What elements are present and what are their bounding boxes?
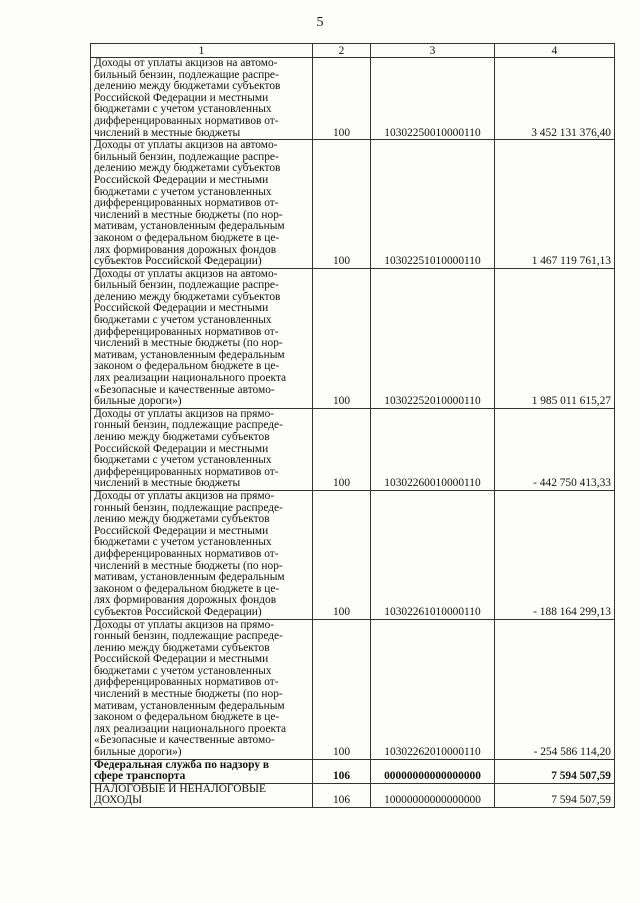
administrator-code-cell: 100 xyxy=(313,140,371,269)
table-row xyxy=(91,490,615,619)
table-row xyxy=(91,783,615,807)
revenue-name-cell: Доходы от уплаты акцизов на автомо- бильный бензин, подлежащие распре- делению между бюджетами субъектов Российской Федерации и местными бюджетами с учетом установленных дифференцированных нормативов от- числений в местные бюджеты xyxy=(91,58,313,140)
amount-cell: - 254 586 114,20 xyxy=(495,619,615,759)
column-header-2: 2 xyxy=(313,44,371,58)
budget-classification-code-cell: 10302262010000110 xyxy=(371,619,495,759)
column-header-1: 1 xyxy=(91,44,313,58)
table-row xyxy=(91,619,615,759)
budget-classification-code-cell: 10302250010000110 xyxy=(371,58,495,140)
revenue-name-cell: Доходы от уплаты акцизов на прямо- гонный бензин, подлежащие распреде- лению между бюджетами субъектов Российской Федерации и местными бюджетами с учетом установленных дифференцированных нормативов от- числений в местные бюджеты (по нор- мативам, установленным федеральным законом о федеральном бюджете в це- лях формирования дорожных фондов субъектов Российской Федерации) xyxy=(91,490,313,619)
amount-cell: - 442 750 413,33 xyxy=(495,408,615,490)
administrator-code-cell: 100 xyxy=(313,268,371,408)
amount-cell: 3 452 131 376,40 xyxy=(495,58,615,140)
amount-cell: 7 594 507,59 xyxy=(495,759,615,783)
amount-cell: 1 985 011 615,27 xyxy=(495,268,615,408)
column-number-row xyxy=(91,44,615,58)
table-row xyxy=(91,759,615,783)
amount-cell: - 188 164 299,13 xyxy=(495,490,615,619)
revenue-table xyxy=(90,43,615,808)
revenue-name-cell: НАЛОГОВЫЕ И НЕНАЛОГОВЫЕ ДОХОДЫ xyxy=(91,783,313,807)
administrator-code-cell: 100 xyxy=(313,619,371,759)
column-header-4: 4 xyxy=(495,44,615,58)
table-row xyxy=(91,58,615,140)
administrator-code-cell: 106 xyxy=(313,759,371,783)
budget-classification-code-cell: 10302261010000110 xyxy=(371,490,495,619)
budget-classification-code-cell: 10000000000000000 xyxy=(371,783,495,807)
revenue-name-cell: Доходы от уплаты акцизов на прямо- гонный бензин, подлежащие распреде- лению между бюджетами субъектов Российской Федерации и местными бюджетами с учетом установленных дифференцированных нормативов от- числений в местные бюджеты xyxy=(91,408,313,490)
administrator-code-cell: 100 xyxy=(313,58,371,140)
revenue-name-cell: Доходы от уплаты акцизов на прямо- гонный бензин, подлежащие распреде- лению между бюджетами субъектов Российской Федерации и местными бюджетами с учетом установленных дифференцированных нормативов от- числений в местные бюджеты (по нор- мативам, установленным федеральным законом о федеральном бюджете в це- лях реализации национального проекта «Безопасные и качественные автомо- бильные дороги») xyxy=(91,619,313,759)
budget-classification-code-cell: 00000000000000000 xyxy=(371,759,495,783)
column-header-3: 3 xyxy=(371,44,495,58)
revenue-name-cell: Федеральная служба по надзору в сфере транспорта xyxy=(91,759,313,783)
administrator-code-cell: 100 xyxy=(313,490,371,619)
amount-cell: 7 594 507,59 xyxy=(495,783,615,807)
budget-classification-code-cell: 10302251010000110 xyxy=(371,140,495,269)
administrator-code-cell: 106 xyxy=(313,783,371,807)
budget-classification-code-cell: 10302252010000110 xyxy=(371,268,495,408)
administrator-code-cell: 100 xyxy=(313,408,371,490)
revenue-name-cell: Доходы от уплаты акцизов на автомо- бильный бензин, подлежащие распре- делению между бюджетами субъектов Российской Федерации и местными бюджетами с учетом установленных дифференцированных нормативов от- числений в местные бюджеты (по нор- мативам, установленным федеральным законом о федеральном бюджете в це- лях реализации национального проекта «Безопасные и качественные автомо- бильные дороги») xyxy=(91,268,313,408)
table-row xyxy=(91,140,615,269)
table-row xyxy=(91,408,615,490)
page-number: 5 xyxy=(316,15,324,30)
amount-cell: 1 467 119 761,13 xyxy=(495,140,615,269)
budget-classification-code-cell: 10302260010000110 xyxy=(371,408,495,490)
revenue-name-cell: Доходы от уплаты акцизов на автомо- бильный бензин, подлежащие распре- делению между бюджетами субъектов Российской Федерации и местными бюджетами с учетом установленных дифференцированных нормативов от- числений в местные бюджеты (по нор- мативам, установленным федеральным законом о федеральном бюджете в це- лях формирования дорожных фондов субъектов Российской Федерации) xyxy=(91,140,313,269)
table-row xyxy=(91,268,615,408)
